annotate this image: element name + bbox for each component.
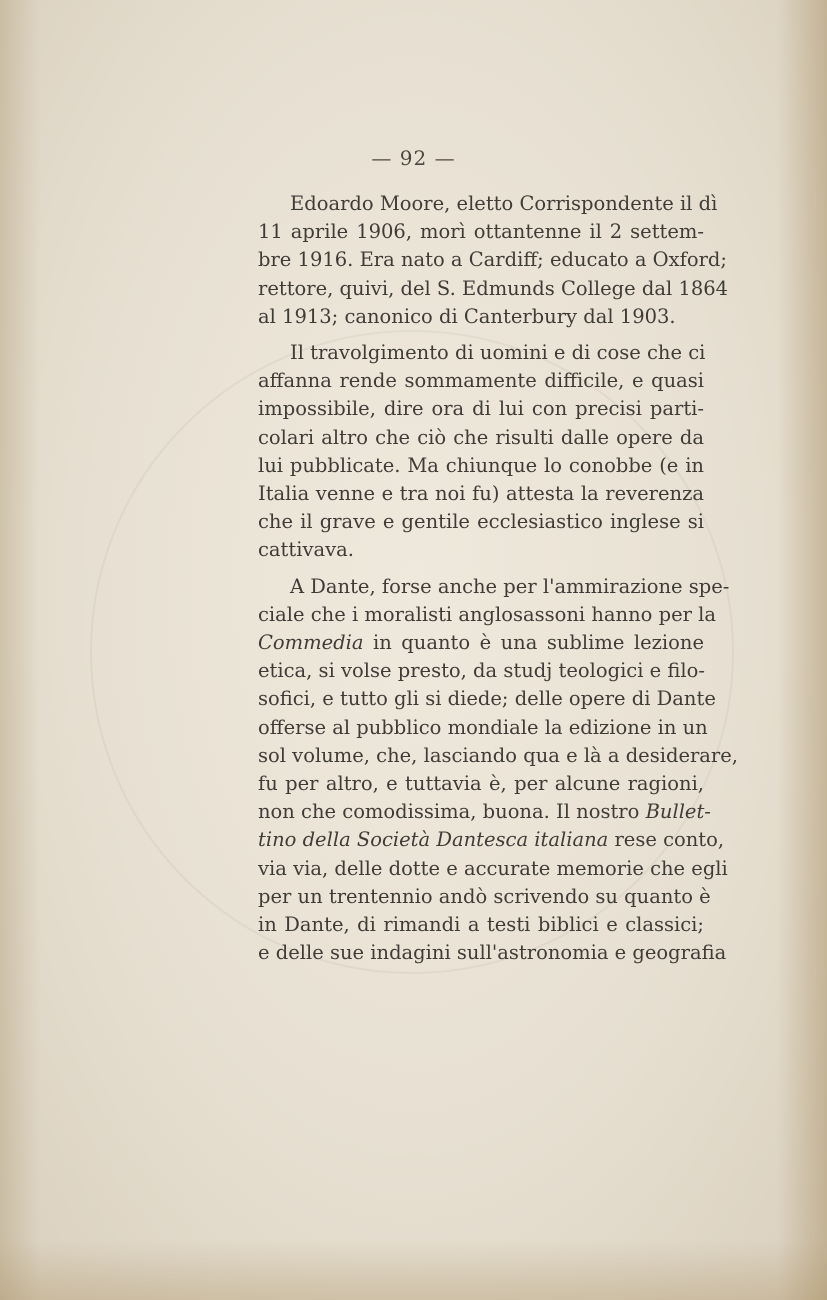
text-line: A Dante, forse anche per l'ammirazione spe- [290, 574, 730, 598]
text-line: Il travolgimento di uomini e di cose che ci [290, 341, 706, 365]
text-fragment: non che comodissima, buona. Il nostro [258, 800, 646, 824]
text-line: Edoardo Moore, eletto Corrispondente il dì [290, 192, 718, 215]
page-edge-shadow-left [0, 0, 40, 1300]
page-edge-shadow-right [777, 0, 827, 1300]
body-text [258, 190, 738, 967]
text-line: ciale che i moralisti anglosassoni hanno per la [258, 602, 717, 626]
text-line: che il grave e gentile ecclesiastico inglese si [258, 510, 704, 534]
text-line: sol volume, che, lasciando qua e là a desiderare, [258, 743, 738, 767]
text-line: in Dante, di rimandi a testi biblici e classici; [258, 913, 704, 937]
text-line: per un trentennio andò scrivendo su quanto è [258, 884, 711, 908]
text-line: e delle sue indagini sull'astronomia e geografia [258, 941, 727, 965]
text-line: impossibile, dire ora di lui con precisi parti- [258, 397, 704, 421]
text-line: al 1913; canonico di Canterbury dal 1903. [258, 304, 676, 328]
text-line: 11 aprile 1906, morì ottantenne il 2 settem- [258, 220, 704, 244]
text-line: rettore, quivi, del S. Edmunds College dal 1864 [258, 276, 729, 300]
text-line: fu per altro, e tuttavia è, per alcune ragioni, [258, 772, 704, 796]
text-line: Italia venne e tra noi fu) attesta la reverenza [258, 482, 704, 506]
italic-title: tino della Società Dantesca italiana [258, 828, 609, 852]
italic-title: Commedia [258, 631, 364, 655]
text-line: lui pubblicate. Ma chiunque lo conobbe (e in [258, 453, 704, 477]
text-line: cattivava. [258, 538, 354, 562]
text-line [258, 798, 711, 826]
text-line [258, 629, 704, 657]
italic-title: Bullet- [645, 800, 711, 824]
text-fragment: in quanto è una sublime lezione [363, 631, 704, 655]
text-line [258, 826, 725, 854]
page-number: — 92 — [371, 146, 456, 170]
text-fragment: rese conto, [608, 828, 725, 852]
page-edge-shadow-bottom [0, 1240, 827, 1300]
text-line: etica, si volse presto, da studj teologici e filo- [258, 659, 705, 683]
text-line: affanna rende sommamente difficile, e quasi [258, 369, 704, 393]
text-line: sofici, e tutto gli si diede; delle opere di Dante [258, 687, 716, 711]
text-line: offerse al pubblico mondiale la edizione in un [258, 715, 708, 739]
text-line: bre 1916. Era nato a Cardiff; educato a Oxford; [258, 248, 727, 272]
text-line: via via, delle dotte e accurate memorie che egli [258, 856, 728, 880]
text-line: colari altro che ciò che risulti dalle opere da [258, 425, 704, 449]
